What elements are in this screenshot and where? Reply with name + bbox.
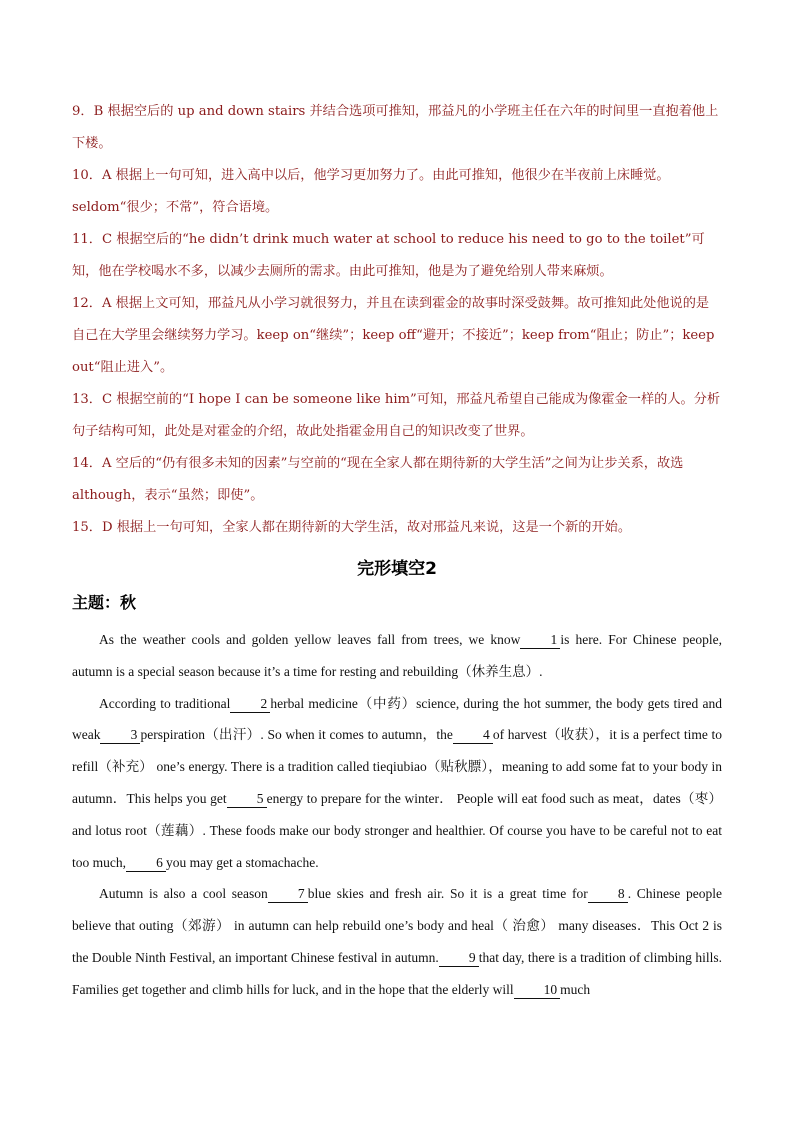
passage-text: perspiration（出汗）. So when it comes to autumn，the <box>140 727 453 743</box>
answer-item: 12．A 根据上文可知，邢益凡从小学习就很努力，并且在读到霍金的故事时深受鼓舞。故可推知此处他说的是自己在大学里会继续努力学习。keep on“继续”；keep off“避开；不接近”；keep from“阻止；防止”；keep out“阻止进入”。 <box>72 296 715 375</box>
blank-10: 10 <box>514 982 561 999</box>
blank-3: 3 <box>100 727 140 744</box>
passage-text: . Chinese people believe that outing（郊游） in autumn can help rebuild one’s body and heal（ 治愈） many diseases．This Oct 2 is the Double Ninth Festival, an important Chinese festival in autumn. <box>72 886 722 965</box>
answer-item: 14．A 空后的“仍有很多未知的因素”与空前的“现在全家人都在期待新的大学生活”之间为让步关系，故选although，表示“虽然；即使”。 <box>72 456 684 503</box>
blank-6: 6 <box>126 855 166 872</box>
passage-text: you may get a stomachache. <box>166 854 319 870</box>
passage-text: blue skies and fresh air. So it is a great time for <box>307 886 588 902</box>
answer-item: 10．A 根据上一句可知，进入高中以后，他学习更加努力了。由此可推知，他很少在半夜前上床睡觉。seldom“很少；不常”，符合语境。 <box>72 168 670 215</box>
blank-2: 2 <box>230 696 270 713</box>
answer-item: 11．C 根据空后的“he didn’t drink much water at school to reduce his need to go to the toilet”可知，他在学校喝水不多，以减少去厕所的需求。由此可推知，他是为了避免给别人带来麻烦。 <box>72 232 705 279</box>
cloze-passage <box>72 624 722 1006</box>
blank-9: 9 <box>439 950 479 967</box>
passage-paragraph-3 <box>72 878 722 1005</box>
passage-text: As the weather cools and golden yellow leaves fall from trees, we know <box>99 632 521 647</box>
passage-text: energy to prepare for the winter． People will eat food such as meat，dates（枣）and lotus root（莲藕）. These foods make our body stronger and healthier. Of course you have to be careful not to eat too much, <box>72 790 722 870</box>
passage-text: much <box>560 981 591 997</box>
answer-explanations <box>72 96 722 544</box>
answer-item: 13．C 根据空前的“I hope I can be someone like him”可知，邢益凡希望自己能成为像霍金一样的人。分析句子结构可知，此处是对霍金的介绍，故此处指霍金用自己的知识改变了世界。 <box>72 392 721 439</box>
answer-item: 9．B 根据空后的 up and down stairs 并结合选项可推知，邢益凡的小学班主任在六年的时间里一直抱着他上下楼。 <box>72 104 719 151</box>
theme-heading: 主题：秋 <box>72 593 137 612</box>
passage-text: Autumn is also a cool season <box>99 886 268 902</box>
blank-1: 1 <box>520 632 560 649</box>
passage-text: is here. For Chinese people, autumn is a special season because it’s a time for resting and rebuilding（休养生息）. <box>72 632 722 679</box>
passage-text: According to traditional <box>99 695 231 711</box>
passage-text: herbal medicine（中药）science, during the hot summer, the body gets tired and weak <box>72 695 723 743</box>
passage-text: of harvest（收获），it is a perfect time to refill（补充） one’s energy. There is a tradition called tieqiubiao（贴秋膘），meaning to add some fat to your body in autumn．This helps you get <box>72 727 722 806</box>
blank-5: 5 <box>227 791 267 808</box>
passage-paragraph-2 <box>72 688 722 879</box>
answer-item: 15．D 根据上一句可知，全家人都在期待新的大学生活，故对邢益凡来说，这是一个新的开始。 <box>72 520 632 535</box>
passage-paragraph-1 <box>72 624 722 688</box>
passage-text: that day, there is a tradition of climbing hills. Families get together and climb hills for luck, and in the hope that the elderly will <box>72 949 722 997</box>
blank-4: 4 <box>453 727 493 744</box>
blank-8: 8 <box>588 886 628 903</box>
blank-7: 7 <box>268 886 308 903</box>
section-title: 完形填空2 <box>357 559 437 579</box>
